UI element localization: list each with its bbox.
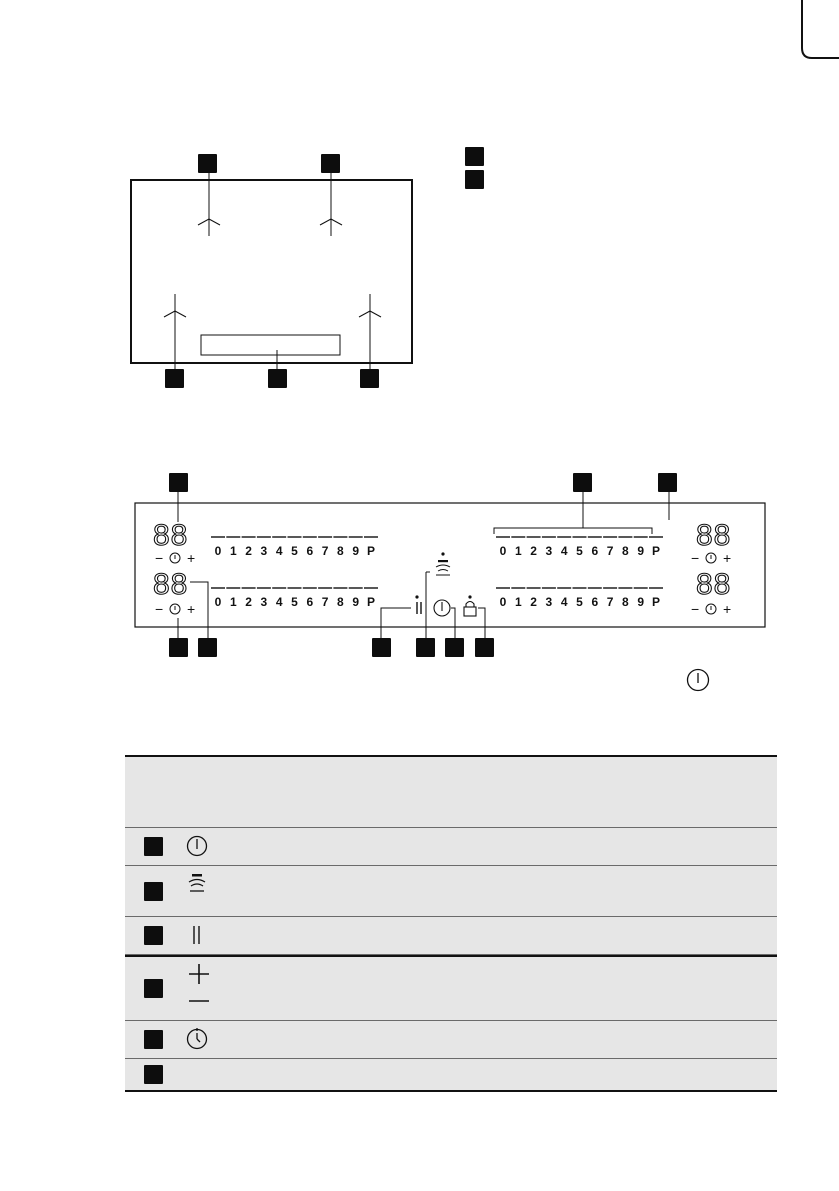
hob2hood-icon — [185, 872, 209, 896]
rear-left-scale-label-3: 3 — [260, 544, 268, 558]
marker-top-2 — [321, 154, 340, 173]
rear-left-scale-label-P: P — [366, 544, 376, 558]
hob2hood-wave-1 — [436, 565, 450, 567]
marker-panel-6 — [372, 638, 391, 657]
row-marker — [144, 1030, 163, 1049]
table-row — [125, 866, 777, 917]
front-left-scale-label-2: 2 — [245, 595, 252, 609]
rear-left-scale-label-4: 4 — [275, 544, 283, 558]
leader-on-off — [451, 608, 455, 638]
corner-mark — [800, 0, 839, 70]
front-left-scale-label-5: 5 — [291, 595, 298, 609]
lock-dot — [468, 595, 471, 598]
rear-right-plus: + — [723, 550, 732, 566]
front-left-scale-label-8: 8 — [337, 595, 344, 609]
marker-top-1 — [198, 154, 217, 173]
rear-left-scale-label-8: 8 — [337, 544, 344, 558]
on-off-icon — [185, 834, 209, 858]
front-right-plus: + — [723, 601, 732, 617]
controls-table — [125, 755, 777, 1092]
front-right-scale-label-1: 1 — [514, 595, 522, 609]
marker-panel-5 — [198, 638, 217, 657]
pause-icon — [185, 923, 209, 947]
front-left-minus: − — [155, 601, 164, 617]
cooking-zone-rear-left-mark — [198, 172, 220, 236]
rear-left-scale-label-1: 1 — [229, 544, 237, 558]
lock-icon — [464, 607, 476, 616]
plus-minus-icon — [185, 963, 213, 1013]
front-right-scale-label-4: 4 — [560, 595, 568, 609]
scale-bracket — [494, 528, 652, 534]
front-left-scale-label-6: 6 — [306, 595, 314, 609]
display-front-left: 88 — [153, 568, 189, 601]
table-row — [125, 1059, 777, 1090]
hob2hood-dot — [441, 552, 444, 555]
row-marker — [144, 926, 163, 945]
table-header-row — [125, 757, 777, 828]
marker-panel-9 — [475, 638, 494, 657]
row-marker — [144, 882, 163, 901]
marker-top-4 — [268, 369, 287, 388]
front-left-plus: + — [187, 601, 196, 617]
front-right-scale-label-2: 2 — [530, 595, 537, 609]
hob2hood-wave-2 — [438, 570, 448, 572]
marker-top-3 — [165, 369, 184, 388]
legend-marker-2 — [465, 170, 484, 189]
timer-icon — [185, 1027, 209, 1051]
row-marker — [144, 979, 163, 998]
table-row — [125, 955, 777, 1021]
rear-right-scale-label-2: 2 — [530, 544, 537, 558]
marker-panel-8 — [445, 638, 464, 657]
rear-left-scale-label-7: 7 — [321, 544, 329, 558]
front-right-minus: − — [691, 601, 700, 617]
rear-right-scale-label-7: 7 — [606, 544, 614, 558]
rear-right-scale-label-P: P — [651, 544, 661, 558]
front-right-scale-label-3: 3 — [545, 595, 553, 609]
rear-right-scale-label-9: 9 — [637, 544, 645, 558]
marker-panel-4 — [169, 638, 188, 657]
control-panel-diagram — [130, 490, 770, 660]
table-row — [125, 1021, 777, 1059]
cooking-zone-rear-right-mark — [320, 172, 342, 236]
front-right-scale-label-P: P — [651, 595, 661, 609]
marker-top-5 — [360, 369, 379, 388]
display-front-right: 88 — [696, 568, 732, 601]
front-left-scale-label-4: 4 — [275, 595, 283, 609]
rear-left-scale-label-9: 9 — [352, 544, 360, 558]
legend-marker-1 — [465, 147, 484, 166]
rear-left-scale-label-0: 0 — [214, 544, 222, 558]
cooking-zone-front-right-mark — [359, 294, 381, 370]
row-marker — [144, 1065, 163, 1084]
front-right-scale-label-6: 6 — [591, 595, 599, 609]
rear-right-scale-label-8: 8 — [622, 544, 629, 558]
front-left-scale-label-3: 3 — [260, 595, 268, 609]
control-panel-box — [201, 335, 340, 355]
front-right-scale-label-7: 7 — [606, 595, 614, 609]
cooking-zone-front-left-mark — [164, 294, 186, 370]
row-marker — [144, 837, 163, 856]
caption-on-off-icon — [685, 667, 711, 693]
rear-right-scale-label-3: 3 — [545, 544, 553, 558]
front-right-scale-label-5: 5 — [576, 595, 583, 609]
rear-left-minus: − — [155, 550, 164, 566]
front-left-scale-label-1: 1 — [229, 595, 237, 609]
leader-lock — [478, 608, 485, 638]
front-left-scale-label-9: 9 — [352, 595, 360, 609]
front-left-scale-label-P: P — [366, 595, 376, 609]
table-row — [125, 828, 777, 866]
lock-shackle — [466, 602, 474, 608]
hob-top-diagram — [120, 145, 430, 395]
rear-right-scale-label-0: 0 — [499, 544, 507, 558]
front-right-scale-label-9: 9 — [637, 595, 645, 609]
table-row — [125, 917, 777, 955]
marker-panel-7 — [416, 638, 435, 657]
rear-left-scale-label-6: 6 — [306, 544, 314, 558]
hob2hood-icon — [438, 560, 448, 562]
rear-left-scale-label-2: 2 — [245, 544, 252, 558]
rear-left-plus: + — [187, 550, 196, 566]
front-left-scale-label-7: 7 — [321, 595, 329, 609]
rear-right-scale-label-5: 5 — [576, 544, 583, 558]
front-right-scale-label-8: 8 — [622, 595, 629, 609]
rear-left-scale-label-5: 5 — [291, 544, 298, 558]
display-rear-left: 88 — [153, 519, 189, 552]
pause-dot — [415, 595, 418, 598]
front-left-scale-label-0: 0 — [214, 595, 222, 609]
front-right-scale-label-0: 0 — [499, 595, 507, 609]
rear-right-scale-label-6: 6 — [591, 544, 599, 558]
rear-right-scale-label-1: 1 — [514, 544, 522, 558]
rear-right-scale-label-4: 4 — [560, 544, 568, 558]
display-rear-right: 88 — [696, 519, 732, 552]
rear-right-minus: − — [691, 550, 700, 566]
leader-pause — [381, 608, 411, 638]
